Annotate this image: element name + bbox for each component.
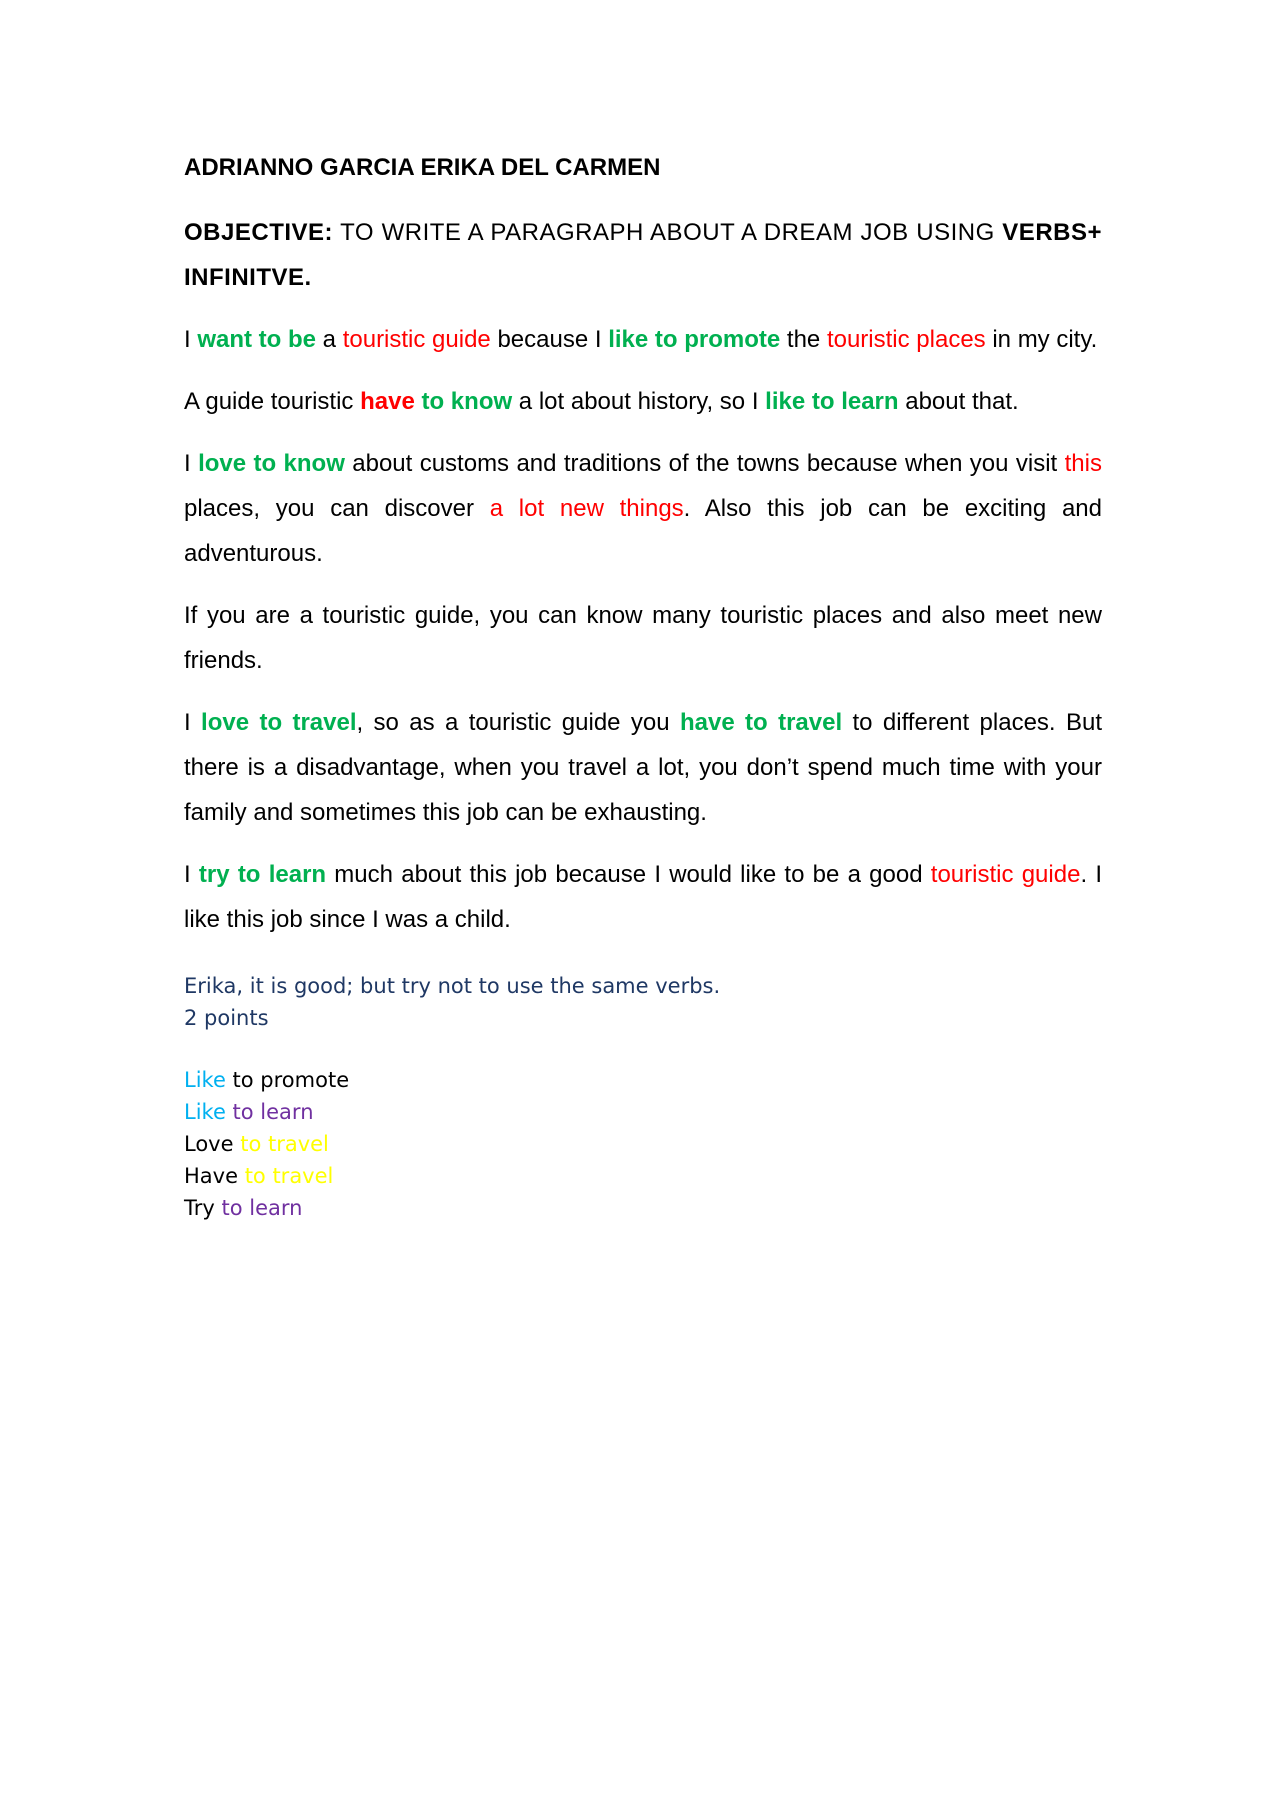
- text-run: I: [184, 861, 199, 888]
- essay-paragraph: [184, 379, 1102, 424]
- verb-word: Like: [184, 1100, 226, 1124]
- text-run: the: [780, 326, 827, 353]
- objective-label: OBJECTIVE:: [184, 219, 334, 246]
- verb-list-item: [184, 1192, 1102, 1224]
- text-run: a: [316, 326, 343, 353]
- infinitive-phrase: to learn: [225, 1100, 314, 1124]
- text-run: because I: [490, 326, 609, 353]
- highlighted-phrase: to know: [421, 388, 513, 415]
- document-page: [184, 150, 1102, 1224]
- objective-emphasis: VERBS+ INFINITVE.: [184, 219, 1102, 291]
- text-run: much about this job because I would like to be a good: [326, 861, 931, 888]
- highlighted-phrase: have to travel: [679, 709, 843, 736]
- highlighted-phrase: touristic places: [826, 326, 986, 353]
- text-run: , so as a touristic guide you: [356, 709, 680, 736]
- author-name: ADRIANNO GARCIA ERIKA DEL CARMEN: [184, 154, 661, 181]
- text-run: I: [184, 450, 199, 477]
- verb-list-item: [184, 1096, 1102, 1128]
- text-run: a lot about history, so I: [512, 388, 766, 415]
- text-run: I: [184, 709, 202, 736]
- highlighted-phrase: a lot new things: [489, 495, 684, 522]
- text-run: to different places. But there is a disadvantage, when you travel a lot, you don’t spend much time with your family and sometimes this job can be exhausting.: [184, 709, 1102, 826]
- verb-list-item: [184, 1160, 1102, 1192]
- text-run: places, you can discover: [184, 495, 490, 522]
- essay-body: [184, 317, 1102, 942]
- objective-paragraph: [184, 210, 1102, 300]
- highlighted-phrase: like to learn: [765, 388, 899, 415]
- verb-list-item: [184, 1128, 1102, 1160]
- objective-text: TO WRITE A PARAGRAPH ABOUT A DREAM JOB USING: [333, 219, 1003, 246]
- highlighted-phrase: like to promote: [608, 326, 781, 353]
- highlighted-phrase: touristic guide: [930, 861, 1081, 888]
- infinitive-phrase: to promote: [225, 1068, 350, 1092]
- infinitive-phrase: to travel: [233, 1132, 329, 1156]
- infinitive-phrase: to learn: [214, 1196, 303, 1220]
- teacher-feedback: [184, 970, 1102, 1034]
- highlighted-phrase: love to travel: [201, 709, 357, 736]
- highlighted-phrase: touristic guide: [342, 326, 491, 353]
- highlighted-phrase: this: [1064, 450, 1102, 477]
- text-run: . I like this job since I was a child.: [184, 861, 1103, 933]
- essay-paragraph: [184, 700, 1102, 835]
- text-run: about customs and traditions of the towns because when you visit: [344, 450, 1065, 477]
- feedback-comment: Erika, it is good; but try not to use the same verbs.: [184, 974, 721, 998]
- verb-word: Try: [184, 1196, 215, 1220]
- essay-paragraph: [184, 441, 1102, 576]
- text-run: A guide touristic: [184, 388, 361, 415]
- verb-word: Love: [184, 1132, 234, 1156]
- highlighted-phrase: try to learn: [198, 861, 327, 888]
- text-run: about that.: [898, 388, 1019, 415]
- text-run: If you are a touristic guide, you can know many touristic places and also meet new friends.: [184, 602, 1102, 674]
- infinitive-phrase: to travel: [238, 1164, 334, 1188]
- text-run: . Also this job can be exciting and adventurous.: [184, 495, 1102, 567]
- verb-list-item: [184, 1064, 1102, 1096]
- essay-paragraph: [184, 593, 1102, 683]
- highlighted-phrase: want to be: [197, 326, 317, 353]
- verb-list: [184, 1064, 1102, 1224]
- text-run: I: [184, 326, 198, 353]
- feedback-score: 2 points: [184, 1006, 269, 1030]
- highlighted-phrase: have: [360, 388, 415, 415]
- text-run: in my city.: [985, 326, 1098, 353]
- highlighted-phrase: love to know: [198, 450, 345, 477]
- essay-paragraph: [184, 317, 1102, 362]
- essay-paragraph: [184, 852, 1102, 942]
- verb-word: Have: [184, 1164, 239, 1188]
- verb-word: Like: [184, 1068, 226, 1092]
